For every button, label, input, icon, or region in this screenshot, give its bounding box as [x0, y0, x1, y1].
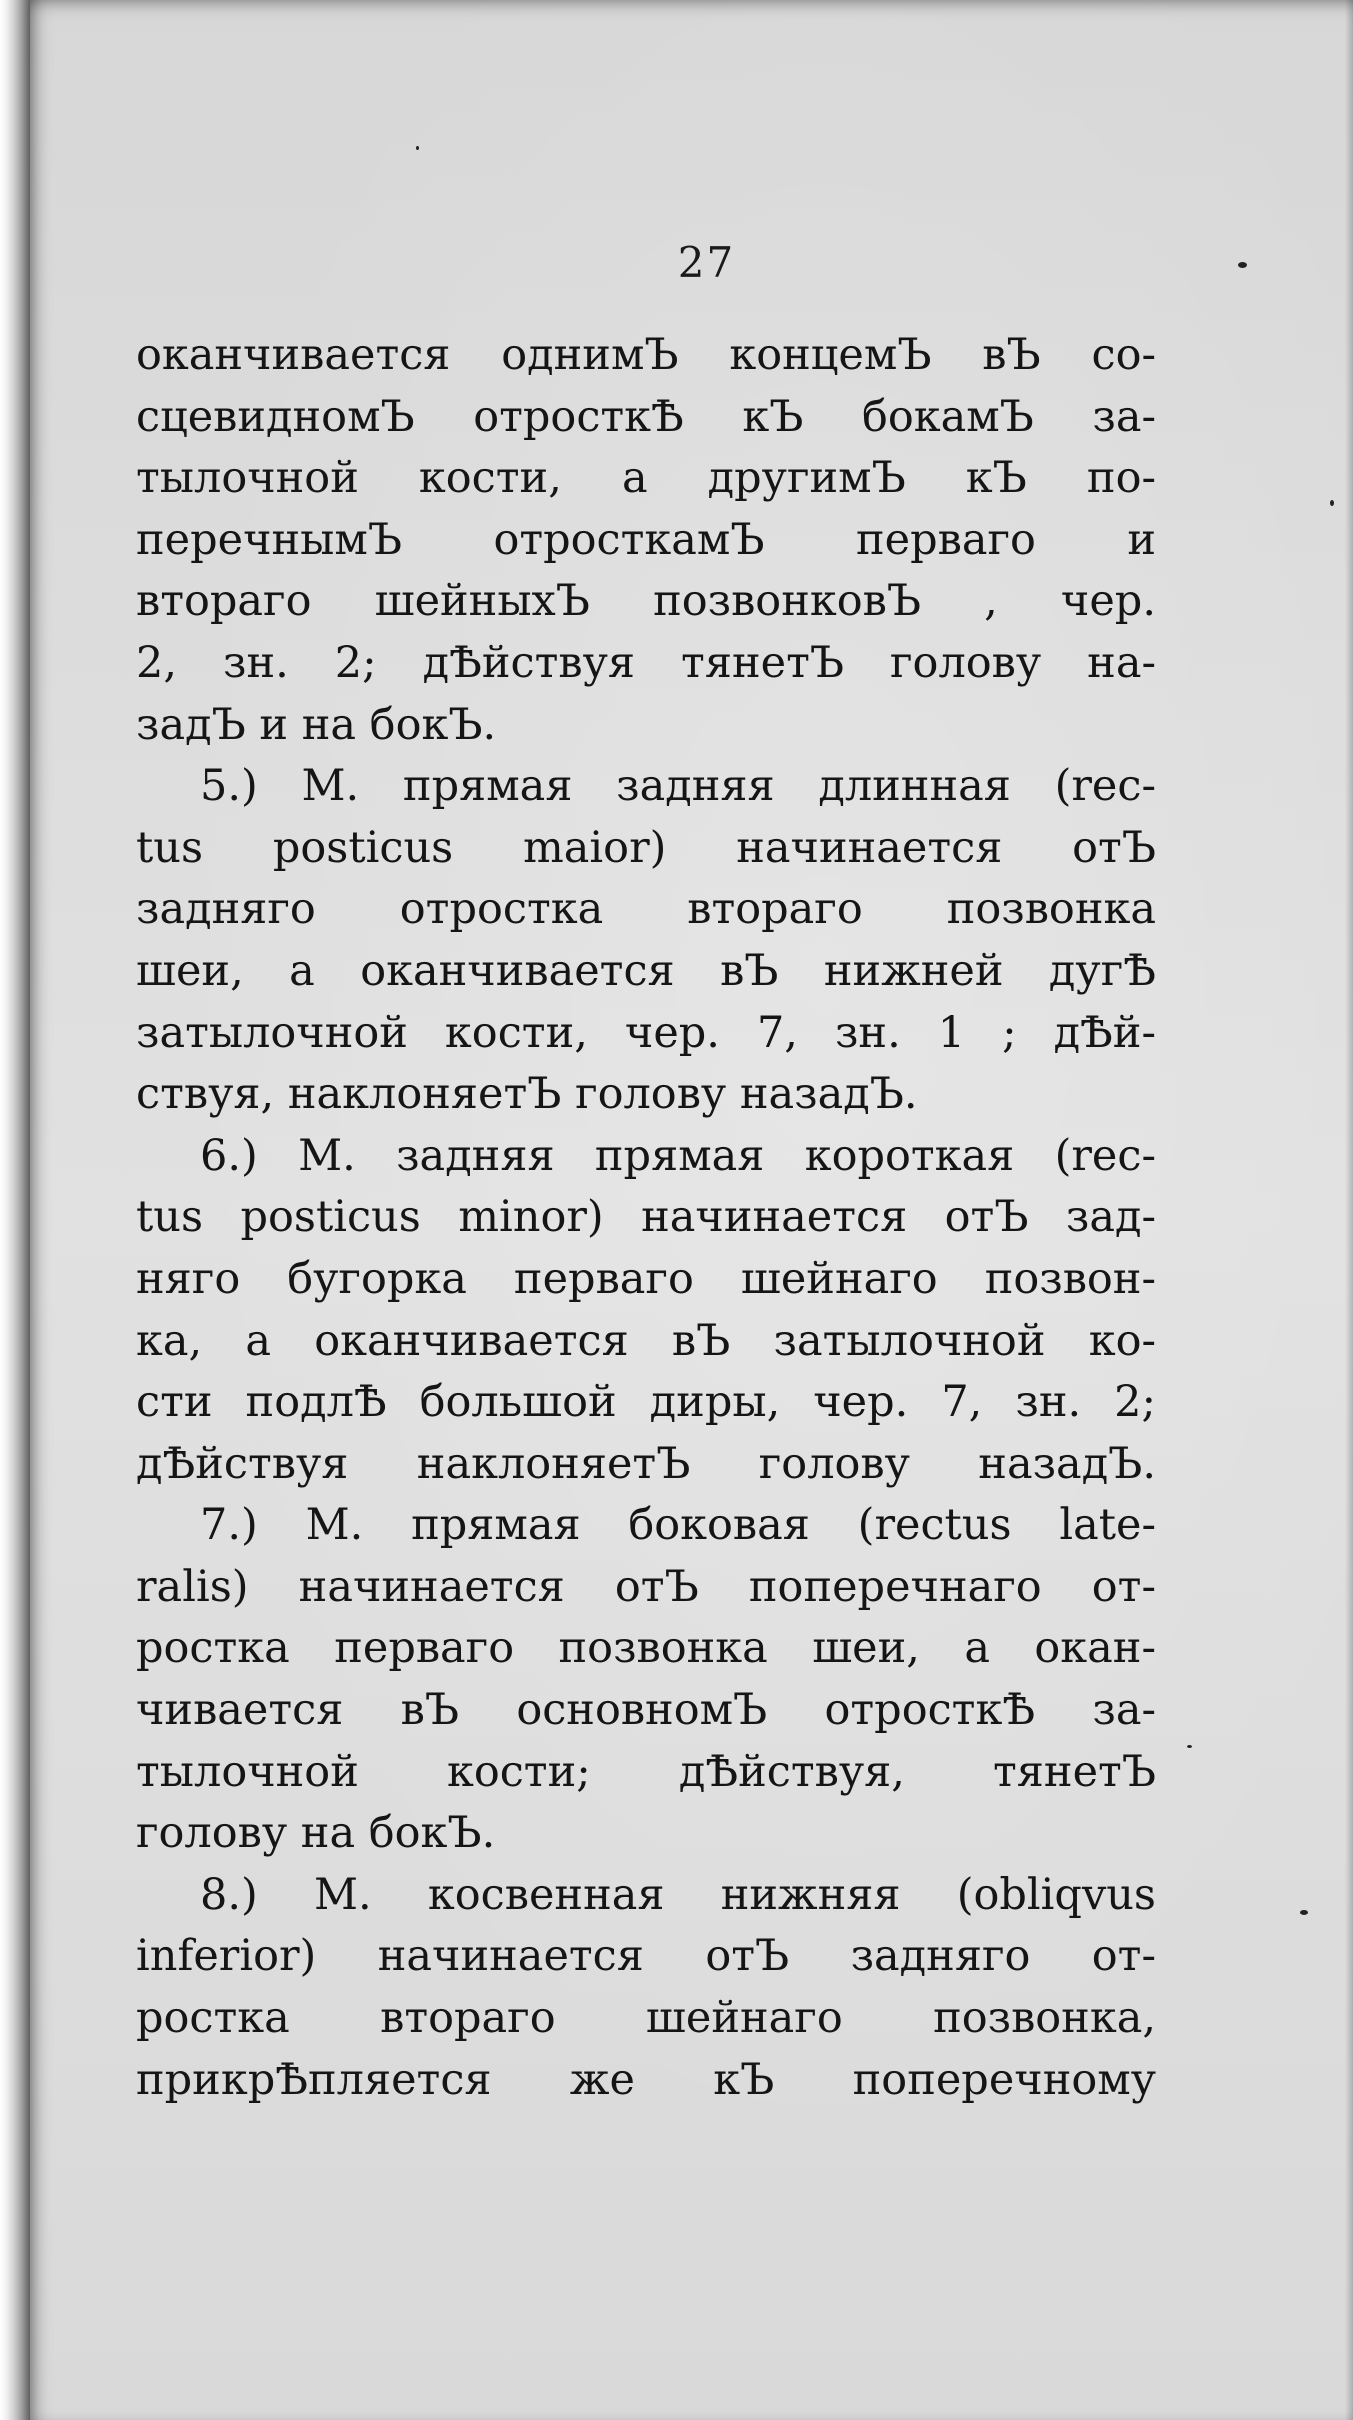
text-line: голову на бокЪ.: [136, 1808, 496, 1859]
page-number: 27: [677, 238, 736, 287]
body-text: [136, 325, 1156, 2111]
text-line: 8.) М. косвенная нижняя (obliqvus: [200, 1869, 1156, 1920]
text-line: 2, зн. 2; дѢйствуя тянетЪ голову на-: [136, 637, 1156, 688]
page-edge-shadow: [1345, 0, 1353, 2420]
text-line: сцевидномЪ отросткѢ кЪ бокамЪ за-: [136, 391, 1156, 442]
text-line: сти подлѢ большой диры, чер. 7, зн. 2;: [136, 1377, 1156, 1428]
text-line: tus posticus maior) начинается отЪ: [136, 822, 1156, 873]
text-line: тылочной кости, а другимЪ кЪ по-: [136, 453, 1156, 504]
text-line: 6.) М. задняя прямая короткая (rec-: [200, 1130, 1156, 1181]
text-line: дѢйствуя наклоняетЪ голову назадЪ.: [136, 1438, 1156, 1489]
text-line: няго бугорка перваго шейнаго позвон-: [136, 1253, 1156, 1304]
book-gutter: [0, 0, 30, 2420]
text-line: оканчивается однимЪ концемЪ вЪ со-: [136, 330, 1156, 380]
text-line: прикрѢпляется же кЪ поперечному: [136, 2054, 1156, 2105]
text-line: втораго шейныхЪ позвонковЪ , чер.: [136, 576, 1156, 627]
paper-speck: [1187, 1745, 1192, 1748]
text-line: тылочной кости; дѢйствуя, тянетЪ: [136, 1746, 1156, 1797]
text-line: ствуя, наклоняетЪ голову назадЪ.: [136, 1069, 918, 1120]
text-line: 7.) М. прямая боковая (rectus late-: [200, 1500, 1156, 1551]
text-line: задЪ и на бокЪ.: [136, 699, 497, 750]
text-line: inferior) начинается отЪ задняго от-: [136, 1931, 1156, 1982]
text-line: ростка перваго позвонка шеи, а окан-: [136, 1623, 1156, 1674]
text-line: ralis) начинается отЪ поперечнаго от-: [136, 1561, 1156, 1612]
paper-speck: [416, 146, 419, 150]
text-line: задняго отростка втораго позвонка: [136, 884, 1156, 935]
text-line: tus posticus minor) начинается отЪ зад-: [136, 1192, 1156, 1243]
text-line: ка, а оканчивается вЪ затылочной ко-: [136, 1315, 1156, 1366]
paper-speck: [1330, 500, 1334, 506]
text-line: ростка втораго шейнаго позвонка,: [136, 1993, 1156, 2044]
paper-speck: [1300, 1910, 1308, 1915]
text-line: перечнымЪ отросткамЪ перваго и: [136, 514, 1156, 565]
text-line: затылочной кости, чер. 7, зн. 1 ; дѢй-: [136, 1007, 1156, 1058]
text-line: 5.) М. прямая задняя длинная (rec-: [200, 761, 1156, 812]
text-line: шеи, а оканчивается вЪ нижней дугѢ: [136, 945, 1156, 996]
text-line: чивается вЪ основномЪ отросткѢ за-: [136, 1685, 1156, 1736]
